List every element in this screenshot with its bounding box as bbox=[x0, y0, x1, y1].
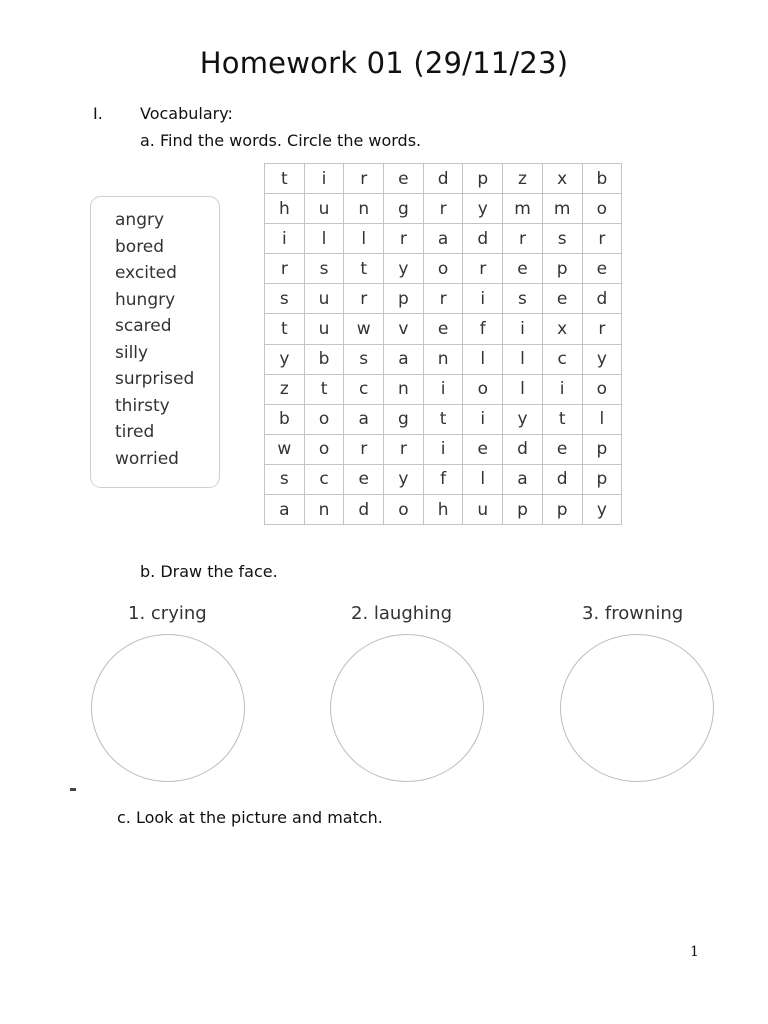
grid-row bbox=[265, 164, 622, 194]
grid-cell[interactable]: r bbox=[582, 224, 622, 254]
grid-cell[interactable]: s bbox=[304, 254, 344, 284]
grid-cell[interactable]: i bbox=[304, 164, 344, 194]
word-list-item: hungry bbox=[115, 289, 176, 310]
grid-cell[interactable]: y bbox=[503, 404, 543, 434]
grid-cell[interactable]: r bbox=[582, 314, 622, 344]
grid-cell[interactable]: e bbox=[423, 314, 463, 344]
grid-cell[interactable]: o bbox=[582, 194, 622, 224]
word-list-item: scared bbox=[115, 316, 172, 336]
grid-cell[interactable]: s bbox=[265, 464, 305, 494]
grid-cell[interactable]: o bbox=[582, 374, 622, 404]
grid-cell[interactable]: y bbox=[265, 344, 305, 374]
word-list-item: thirsty bbox=[115, 395, 170, 416]
grid-cell[interactable]: l bbox=[304, 224, 344, 254]
grid-cell[interactable]: i bbox=[463, 284, 503, 314]
grid-cell[interactable]: c bbox=[542, 344, 582, 374]
grid-cell[interactable]: z bbox=[503, 164, 543, 194]
grid-cell[interactable]: p bbox=[384, 284, 424, 314]
grid-cell[interactable]: p bbox=[503, 495, 543, 525]
grid-row bbox=[265, 254, 622, 284]
grid-row bbox=[265, 464, 622, 494]
word-list-box bbox=[90, 196, 220, 488]
grid-cell[interactable]: p bbox=[542, 495, 582, 525]
grid-cell[interactable]: s bbox=[542, 224, 582, 254]
word-list-item: surprised bbox=[115, 369, 195, 389]
grid-cell[interactable]: r bbox=[265, 254, 305, 284]
grid-cell[interactable]: t bbox=[344, 254, 384, 284]
grid-cell[interactable]: r bbox=[344, 164, 384, 194]
task-a-instruction: a. Find the words. Circle the words. bbox=[140, 131, 422, 150]
grid-cell[interactable]: y bbox=[463, 194, 503, 224]
grid-cell[interactable]: i bbox=[542, 374, 582, 404]
grid-cell[interactable]: i bbox=[423, 374, 463, 404]
grid-cell[interactable]: d bbox=[463, 224, 503, 254]
grid-cell[interactable]: e bbox=[463, 434, 503, 464]
grid-cell[interactable]: l bbox=[344, 224, 384, 254]
word-list-item: tired bbox=[115, 422, 155, 442]
grid-row bbox=[265, 224, 622, 254]
page-number: 1 bbox=[690, 944, 699, 960]
grid-cell[interactable]: g bbox=[384, 194, 424, 224]
grid-cell[interactable]: p bbox=[463, 164, 503, 194]
grid-cell[interactable]: l bbox=[463, 464, 503, 494]
grid-cell[interactable]: v bbox=[384, 314, 424, 344]
grid-cell[interactable]: o bbox=[384, 495, 424, 525]
grid-cell[interactable]: y bbox=[384, 254, 424, 284]
grid-cell[interactable]: r bbox=[344, 434, 384, 464]
grid-cell[interactable]: h bbox=[423, 495, 463, 525]
grid-cell[interactable]: x bbox=[542, 164, 582, 194]
word-list-item: angry bbox=[115, 210, 165, 230]
grid-row bbox=[265, 404, 622, 434]
grid-cell[interactable]: b bbox=[304, 344, 344, 374]
grid-row bbox=[265, 344, 622, 374]
grid-cell[interactable]: n bbox=[344, 194, 384, 224]
grid-cell[interactable]: d bbox=[582, 284, 622, 314]
word-list-item: bored bbox=[115, 236, 165, 257]
grid-cell[interactable]: t bbox=[304, 374, 344, 404]
grid-cell[interactable]: u bbox=[304, 194, 344, 224]
grid-cell[interactable]: i bbox=[503, 314, 543, 344]
grid-cell[interactable]: m bbox=[542, 194, 582, 224]
grid-cell[interactable]: r bbox=[463, 254, 503, 284]
page-title: Homework 01 (29/11/23) bbox=[199, 46, 569, 80]
grid-cell[interactable]: b bbox=[582, 164, 622, 194]
grid-cell[interactable]: x bbox=[542, 314, 582, 344]
grid-cell[interactable]: t bbox=[423, 404, 463, 434]
grid-cell[interactable]: r bbox=[384, 224, 424, 254]
grid-cell[interactable]: p bbox=[542, 254, 582, 284]
grid-cell[interactable]: u bbox=[304, 284, 344, 314]
grid-cell[interactable]: d bbox=[344, 495, 384, 525]
grid-cell[interactable]: e bbox=[384, 164, 424, 194]
grid-row bbox=[265, 434, 622, 464]
grid-cell[interactable]: n bbox=[304, 495, 344, 525]
grid-cell[interactable]: r bbox=[423, 284, 463, 314]
grid-cell[interactable]: a bbox=[384, 344, 424, 374]
grid-cell[interactable]: r bbox=[344, 284, 384, 314]
task-c-instruction: c. Look at the picture and match. bbox=[117, 808, 383, 827]
word-list-item: silly bbox=[115, 342, 149, 363]
grid-cell[interactable]: l bbox=[582, 404, 622, 434]
grid-cell[interactable]: g bbox=[384, 404, 424, 434]
grid-cell[interactable]: a bbox=[344, 404, 384, 434]
word-list-item: excited bbox=[115, 263, 177, 283]
grid-cell[interactable]: e bbox=[503, 254, 543, 284]
grid-cell[interactable]: w bbox=[344, 314, 384, 344]
section-number: I. bbox=[93, 104, 103, 123]
grid-cell[interactable]: d bbox=[503, 434, 543, 464]
grid-cell[interactable]: s bbox=[344, 344, 384, 374]
grid-cell[interactable]: e bbox=[344, 464, 384, 494]
grid-cell[interactable]: i bbox=[463, 404, 503, 434]
grid-cell[interactable]: y bbox=[384, 464, 424, 494]
grid-cell[interactable]: b bbox=[265, 404, 305, 434]
ink-speck bbox=[70, 788, 76, 791]
grid-row bbox=[265, 284, 622, 314]
grid-cell[interactable]: s bbox=[503, 284, 543, 314]
grid-cell[interactable]: t bbox=[542, 404, 582, 434]
grid-cell[interactable]: d bbox=[542, 464, 582, 494]
grid-cell[interactable]: h bbox=[265, 194, 305, 224]
grid-cell[interactable]: o bbox=[423, 254, 463, 284]
word-list-item: worried bbox=[115, 448, 179, 469]
grid-cell[interactable]: a bbox=[265, 495, 305, 525]
grid-cell[interactable]: a bbox=[423, 224, 463, 254]
grid-cell[interactable]: r bbox=[423, 194, 463, 224]
grid-cell[interactable]: r bbox=[384, 434, 424, 464]
word-search-grid bbox=[264, 163, 622, 525]
grid-cell[interactable]: t bbox=[265, 314, 305, 344]
face-label-laughing: 2. laughing bbox=[351, 603, 453, 624]
face-label-crying: 1. crying bbox=[128, 603, 207, 624]
grid-cell[interactable]: l bbox=[503, 374, 543, 404]
grid-cell[interactable]: e bbox=[542, 284, 582, 314]
grid-cell[interactable]: c bbox=[344, 374, 384, 404]
grid-cell[interactable]: i bbox=[423, 434, 463, 464]
grid-cell[interactable]: t bbox=[265, 164, 305, 194]
face-circle-frowning[interactable] bbox=[560, 634, 714, 782]
grid-cell[interactable]: u bbox=[463, 495, 503, 525]
grid-cell[interactable]: a bbox=[503, 464, 543, 494]
grid-cell[interactable]: y bbox=[582, 344, 622, 374]
face-circle-crying[interactable] bbox=[91, 634, 245, 782]
grid-row bbox=[265, 374, 622, 404]
grid-cell[interactable]: f bbox=[463, 314, 503, 344]
grid-cell[interactable]: o bbox=[304, 404, 344, 434]
grid-cell[interactable]: p bbox=[582, 464, 622, 494]
grid-cell[interactable]: e bbox=[582, 254, 622, 284]
word-list bbox=[115, 207, 219, 472]
grid-cell[interactable]: c bbox=[304, 464, 344, 494]
grid-cell[interactable]: o bbox=[463, 374, 503, 404]
face-circle-laughing[interactable] bbox=[330, 634, 484, 782]
task-b-instruction: b. Draw the face. bbox=[140, 562, 278, 581]
grid-cell[interactable]: i bbox=[265, 224, 305, 254]
grid-cell[interactable]: e bbox=[542, 434, 582, 464]
grid-cell[interactable]: l bbox=[503, 344, 543, 374]
grid-cell[interactable]: s bbox=[265, 284, 305, 314]
grid-cell[interactable]: w bbox=[265, 434, 305, 464]
grid-cell[interactable]: p bbox=[582, 434, 622, 464]
grid-cell[interactable]: n bbox=[384, 374, 424, 404]
grid-row bbox=[265, 194, 622, 224]
grid-cell[interactable]: d bbox=[423, 164, 463, 194]
grid-cell[interactable]: f bbox=[423, 464, 463, 494]
grid-cell[interactable]: r bbox=[503, 224, 543, 254]
grid-cell[interactable]: o bbox=[304, 434, 344, 464]
grid-cell[interactable]: m bbox=[503, 194, 543, 224]
grid-cell[interactable]: z bbox=[265, 374, 305, 404]
section-title: Vocabulary: bbox=[140, 104, 233, 123]
face-label-frowning: 3. frowning bbox=[582, 603, 684, 624]
grid-cell[interactable]: y bbox=[582, 495, 622, 525]
grid-cell[interactable]: u bbox=[304, 314, 344, 344]
grid-row bbox=[265, 314, 622, 344]
grid-row bbox=[265, 495, 622, 525]
grid-cell[interactable]: l bbox=[463, 344, 503, 374]
grid-cell[interactable]: n bbox=[423, 344, 463, 374]
